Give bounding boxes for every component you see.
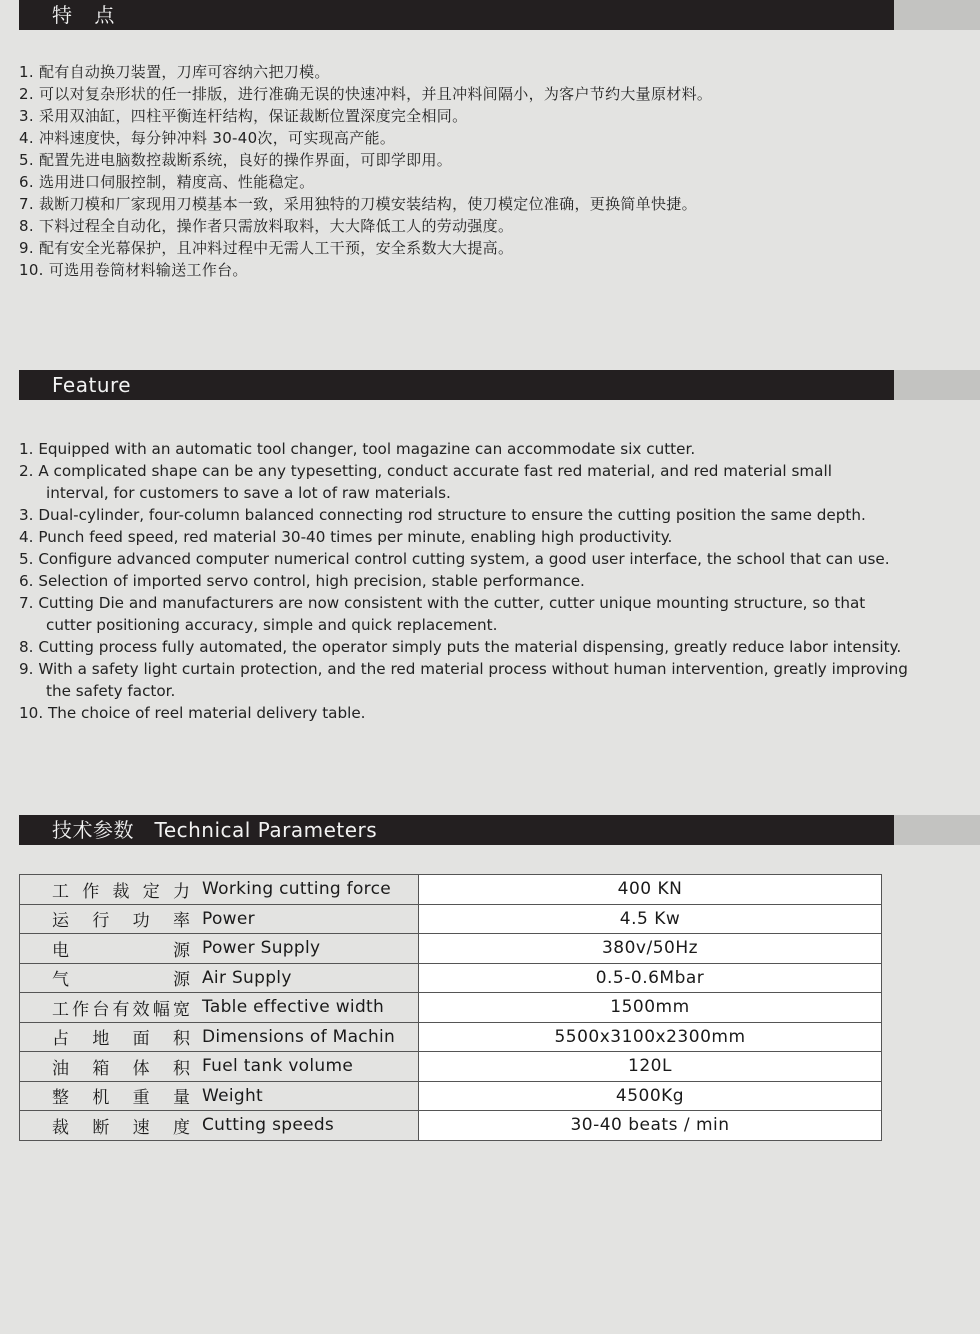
table-row — [20, 993, 882, 1023]
list-item — [19, 592, 949, 636]
param-label-cn: 工作裁定力 — [52, 881, 190, 902]
param-label-cell — [20, 1081, 419, 1111]
param-label-en: Power — [202, 908, 255, 929]
list-item: 5. 配置先进电脑数控裁断系统，良好的操作界面，可即学即用。 — [19, 151, 453, 169]
list-item-line: 5. Configure advanced computer numerical control cutting system, a good user interface, the school that can use. — [19, 550, 890, 568]
list-item — [19, 636, 949, 658]
param-label-cell — [20, 904, 419, 934]
list-item-continuation: the safety factor. — [46, 682, 176, 700]
section-title: Feature — [19, 370, 894, 400]
list-item-line: 1. Equipped with an automatic tool changer, tool magazine can accommodate six cutter. — [19, 440, 696, 458]
param-label-en: Weight — [202, 1085, 264, 1106]
param-label-cell — [20, 993, 419, 1023]
param-label-cn: 油箱体积 — [52, 1058, 190, 1079]
section-title: 特 点 — [19, 0, 894, 30]
features-en-list — [19, 438, 949, 724]
list-item — [19, 438, 949, 460]
param-label-cell — [20, 1111, 419, 1141]
table-row — [20, 1022, 882, 1052]
param-label-cn: 裁断速度 — [52, 1117, 190, 1138]
table-row — [20, 1081, 882, 1111]
param-value: 4500Kg — [419, 1081, 882, 1111]
param-label-cn: 气源 — [52, 970, 190, 991]
list-item — [19, 702, 949, 724]
table-row — [20, 963, 882, 993]
list-item: 7. 裁断刀模和厂家现用刀模基本一致，采用独特的刀模安装结构，使刀模定位准确，更换简单快捷。 — [19, 195, 697, 213]
list-item-continuation: cutter positioning accuracy, simple and quick replacement. — [46, 616, 498, 634]
header-accent — [894, 370, 980, 400]
list-item-line: 6. Selection of imported servo control, high precision, stable performance. — [19, 572, 585, 590]
list-item — [19, 504, 949, 526]
table-row — [20, 875, 882, 905]
param-value: 1500mm — [419, 993, 882, 1023]
table-row — [20, 1052, 882, 1082]
table-row — [20, 1111, 882, 1141]
param-label-cn: 电源 — [52, 940, 190, 961]
list-item: 1. 配有自动换刀装置，刀库可容纳六把刀模。 — [19, 63, 330, 81]
list-item: 8. 下料过程全自动化，操作者只需放料取料，大大降低工人的劳动强度。 — [19, 217, 514, 235]
param-label-en: Table effective width — [202, 997, 385, 1018]
param-label-cell — [20, 934, 419, 964]
list-item-continuation: interval, for customers to save a lot of raw materials. — [46, 484, 451, 502]
param-label-en: Air Supply — [202, 967, 292, 988]
list-item-line: 4. Punch feed speed, red material 30-40 times per minute, enabling high productivity. — [19, 528, 673, 546]
param-label-en: Working cutting force — [202, 879, 391, 900]
param-value: 380v/50Hz — [419, 934, 882, 964]
param-label-en: Dimensions of Machin — [202, 1026, 396, 1047]
param-label-cn: 占地面积 — [52, 1029, 190, 1050]
section-header-technical-parameters — [19, 815, 980, 845]
param-label-en: Power Supply — [202, 938, 321, 959]
param-value: 120L — [419, 1052, 882, 1082]
param-label-cn: 工作台有效幅宽 — [52, 999, 190, 1020]
table-row — [20, 934, 882, 964]
list-item-line: 8. Cutting process fully automated, the operator simply puts the material dispensing, greatly reduce labor intensity. — [19, 638, 902, 656]
param-label-en: Fuel tank volume — [202, 1056, 354, 1077]
section-header-features-cn — [19, 0, 980, 30]
list-item-line: 10. The choice of reel material delivery table. — [19, 704, 366, 722]
features-cn-list — [19, 61, 712, 281]
list-item: 10. 可选用卷筒材料输送工作台。 — [19, 261, 248, 279]
list-item: 9. 配有安全光幕保护，且冲料过程中无需人工干预，安全系数大大提高。 — [19, 239, 514, 257]
param-value: 400 KN — [419, 875, 882, 905]
list-item-line: 9. With a safety light curtain protection, and the red material process without human intervention, greatly improving — [19, 660, 908, 678]
list-item — [19, 460, 949, 504]
section-header-features-en — [19, 370, 980, 400]
param-label-cell — [20, 875, 419, 905]
table-row — [20, 904, 882, 934]
list-item-line: 3. Dual-cylinder, four-column balanced connecting rod structure to ensure the cutting position the same depth. — [19, 506, 866, 524]
param-label-cn: 运行功率 — [52, 911, 190, 932]
list-item-line: 2. A complicated shape can be any typesetting, conduct accurate fast red material, and red material small — [19, 462, 832, 480]
list-item — [19, 548, 949, 570]
parameters-table — [19, 874, 882, 1141]
param-label-cell — [20, 1022, 419, 1052]
header-accent — [894, 0, 980, 30]
param-value: 30-40 beats / min — [419, 1111, 882, 1141]
list-item: 2. 可以对复杂形状的任一排版，进行准确无误的快速冲料，并且冲料间隔小，为客户节约大量原材料。 — [19, 85, 713, 103]
list-item — [19, 570, 949, 592]
list-item-line: 7. Cutting Die and manufacturers are now consistent with the cutter, cutter unique mounting structure, so that — [19, 594, 866, 612]
param-value: 4.5 Kw — [419, 904, 882, 934]
list-item — [19, 658, 949, 702]
header-accent — [894, 815, 980, 845]
list-item: 4. 冲料速度快，每分钟冲料 30-40次，可实现高产能。 — [19, 129, 396, 147]
param-value: 0.5-0.6Mbar — [419, 963, 882, 993]
list-item: 3. 采用双油缸，四柱平衡连杆结构，保证裁断位置深度完全相同。 — [19, 107, 468, 125]
param-label-cell — [20, 1052, 419, 1082]
section-title: 技术参数 Technical Parameters — [19, 815, 894, 845]
param-label-cell — [20, 963, 419, 993]
param-label-en: Cutting speeds — [202, 1115, 335, 1136]
param-label-cn: 整机重量 — [52, 1088, 190, 1109]
list-item — [19, 526, 949, 548]
list-item: 6. 选用进口伺服控制，精度高、性能稳定。 — [19, 173, 315, 191]
param-value: 5500x3100x2300mm — [419, 1022, 882, 1052]
